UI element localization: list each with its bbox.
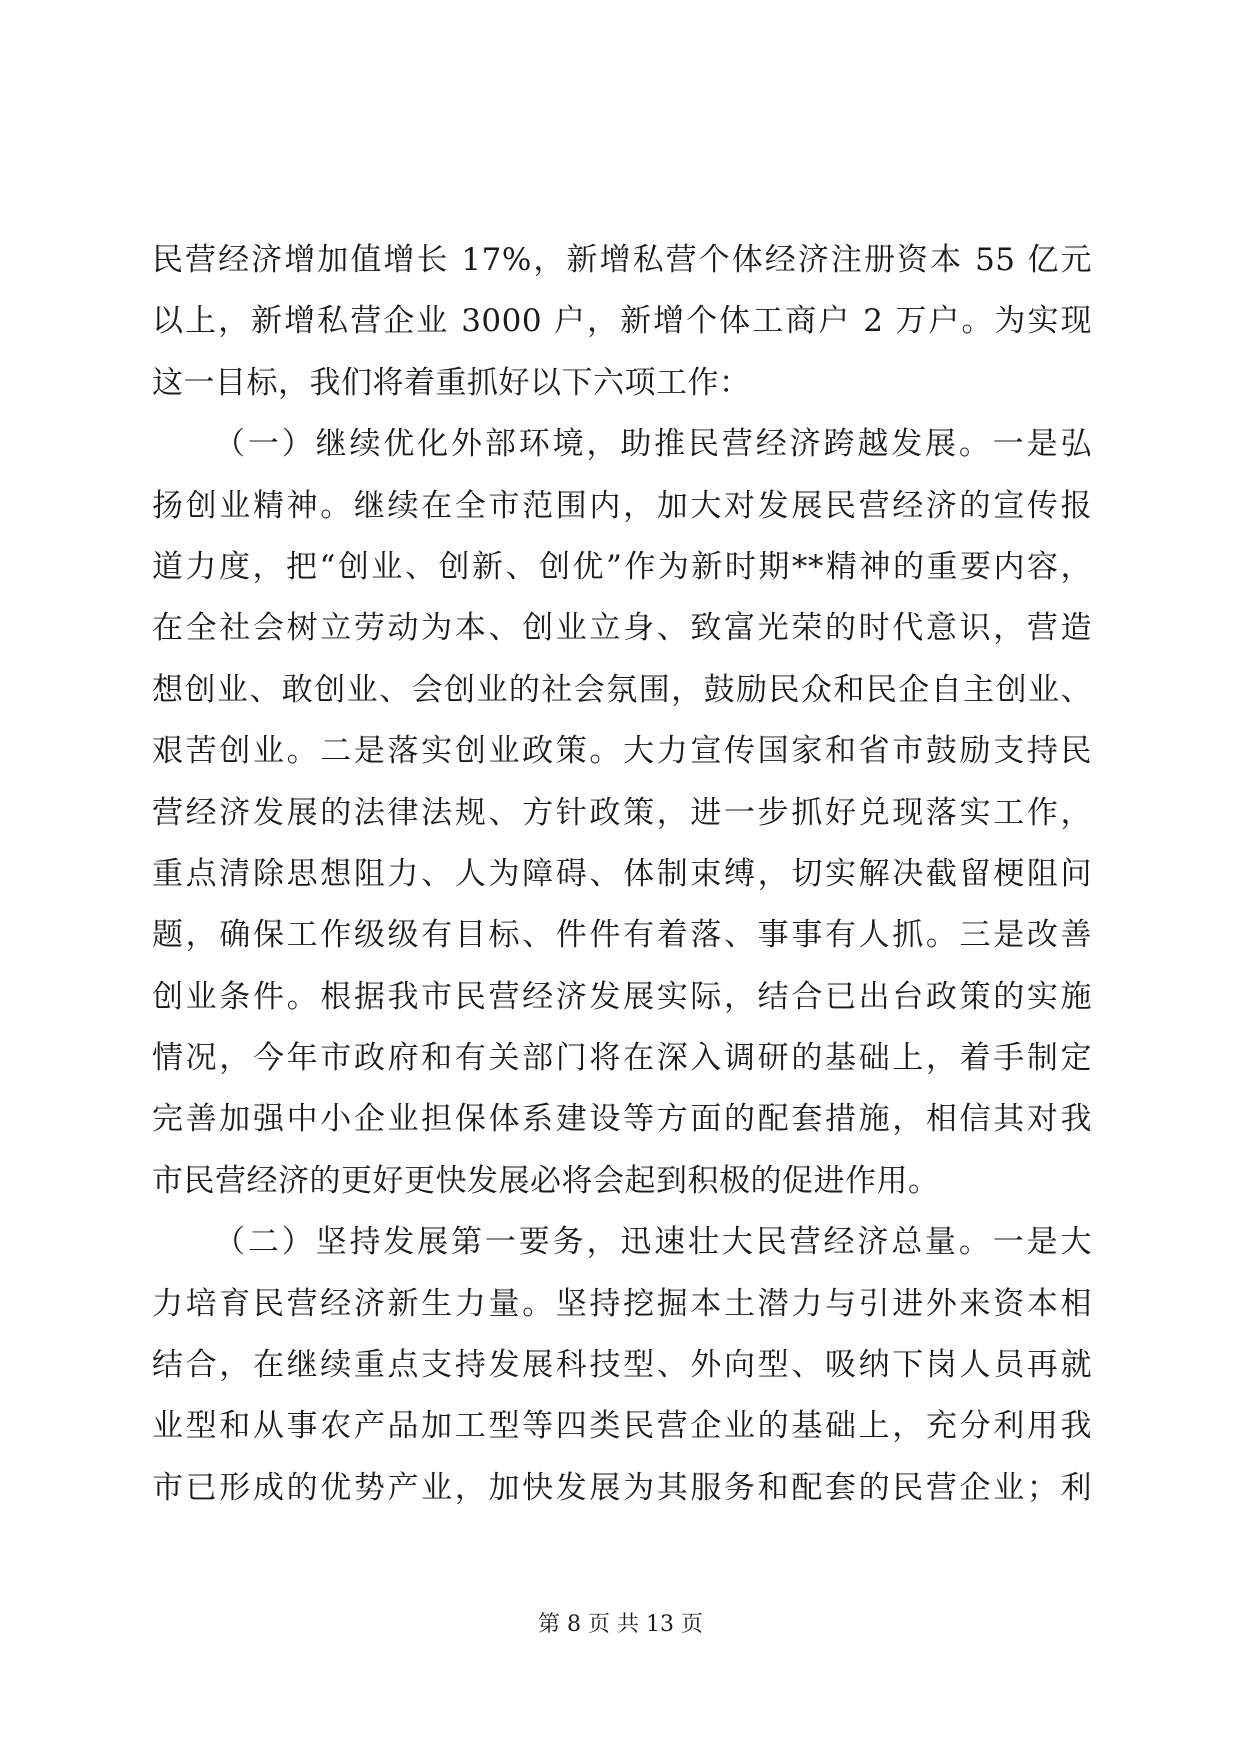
text-line-6: 道力度，把“创业、创新、创优”作为新时期**精神的重要内容， [152, 548, 1092, 585]
text-line-7: 在全社会树立劳动为本、创业立身、致富光荣的时代意识，营造 [152, 610, 1092, 647]
text-line-15: 完善加强中小企业担保体系建设等方面的配套措施，相信其对我 [152, 1101, 1092, 1138]
text-line-4: （一）继续优化外部环境，助推民营经济跨越发展。一是弘 [214, 426, 1092, 463]
text-line-12: 题，确保工作级级有目标、件件有着落、事事有人抓。三是改善 [152, 917, 1092, 954]
text-line-1: 民营经济增加值增长 17%，新增私营个体经济注册资本 55 亿元 [152, 242, 1092, 278]
text-line-3: 这一目标，我们将着重抓好以下六项工作： [152, 364, 751, 401]
text-line-8: 想创业、敢创业、会创业的社会氛围，鼓励民众和民企自主创业、 [152, 671, 1092, 708]
text-line-13: 创业条件。根据我市民营经济发展实际，结合已出台政策的实施 [152, 978, 1092, 1015]
text-line-5: 扬创业精神。继续在全市范围内，加大对发展民营经济的宣传报 [152, 487, 1092, 524]
text-line-10: 营经济发展的法律法规、方针政策，进一步抓好兑现落实工作， [152, 794, 1092, 831]
text-line-2: 以上，新增私营企业 3000 户，新增个体工商户 2 万户。为实现 [152, 303, 1092, 340]
text-line-18: 力培育民营经济新生力量。坚持挖掘本土潜力与引进外来资本相 [152, 1285, 1092, 1322]
text-line-11: 重点清除思想阻力、人为障碍、体制束缚，切实解决截留梗阻问 [152, 855, 1092, 892]
text-line-19: 结合，在继续重点支持发展科技型、外向型、吸纳下岗人员再就 [152, 1347, 1092, 1384]
text-line-16: 市民营经济的更好更快发展必将会起到积极的促进作用。 [152, 1162, 940, 1199]
body-text [152, 230, 1092, 1519]
text-line-21: 市已形成的优势产业，加快发展为其服务和配套的民营企业；利 [152, 1469, 1092, 1506]
page-number-footer: 第 8 页 共 13 页 [538, 1612, 703, 1637]
text-line-14: 情况，今年市政府和有关部门将在深入调研的基础上，着手制定 [152, 1040, 1092, 1077]
text-line-9: 艰苦创业。二是落实创业政策。大力宣传国家和省市鼓励支持民 [152, 733, 1092, 770]
text-line-17: （二）坚持发展第一要务，迅速壮大民营经济总量。一是大 [214, 1224, 1092, 1261]
text-line-20: 业型和从事农产品加工型等四类民营企业的基础上，充分利用我 [152, 1408, 1092, 1445]
